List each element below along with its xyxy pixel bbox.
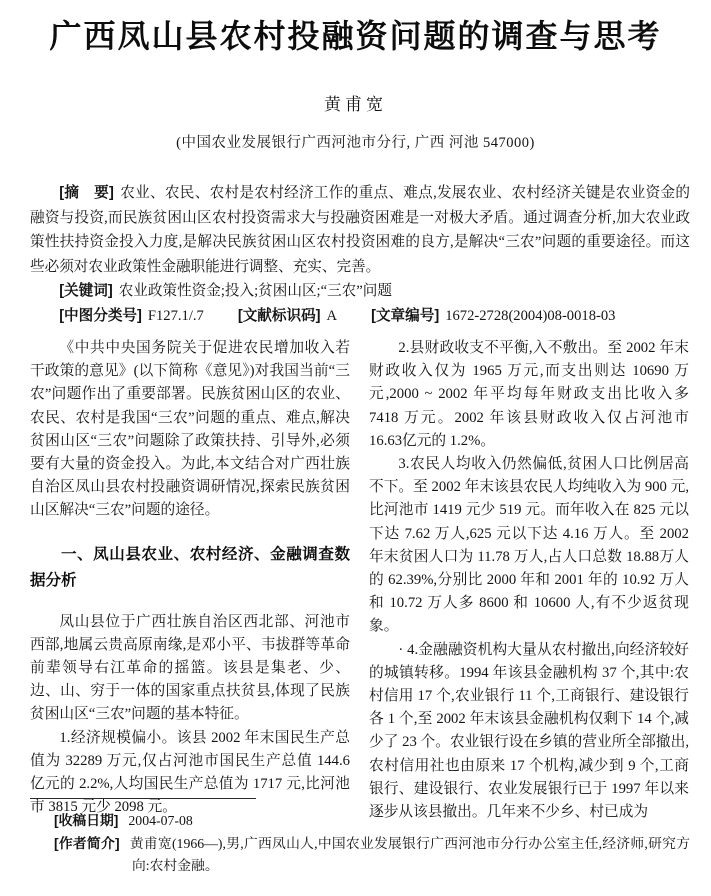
- county-overview-paragraph: 凤山县位于广西壮族自治区西北部、河池市西部,地属云贵高原南缘,是邓小平、韦拔群等革命前辈领导右江革命的摇篮。该县是集老、少、边、山、穷于一体的国家重点扶贫县,体现了民族贫困山区“三农”问题的基本特征。: [30, 613, 350, 723]
- author-name: 黄甫宽: [324, 95, 387, 114]
- received-date-value: 2004-07-08: [128, 813, 193, 828]
- abstract-paragraph: [30, 181, 690, 279]
- received-date-line: [30, 810, 690, 833]
- intro-paragraph: 《中共中央国务院关于促进农民增加收入若干政策的意见》(以下简称《意见》)对我国当前“三农”问题作出了重要部署。民族贫困山区的农业、农民、农村是我国“三农”问题的重点、难点,解决贫困山区“三农”问题除了政策扶持、引导外,必须要有大量的资金投入。为此,本文结合对广西壮族自治区凤山县农村投融资调研情况,探索民族贫困山区解决“三农”问题的途径。: [30, 340, 350, 519]
- section-1-heading: 一、凤山县农业、农村经济、金融调查数据分析: [30, 545, 350, 589]
- abstract-label: [摘 要]: [59, 185, 114, 201]
- clc-label: [中图分类号]: [59, 307, 142, 324]
- point-4-paragraph: · 4.金融融资机构大量从农村撤出,向经济较好的城镇转移。1994 年该县金融机构 37 个,其中:农村信用 17 个,农业银行 11 个,工商银行、建设银行各 1 个,至 2002 年末该县金融机构仅剩下 14 个,减少了 23 个。农业银行设在乡镇的营业所全部撤出,农村信用社也由原来 17 个机构,减少到 9 个,工商银行、建设银行、农业发展银行已于 1997 年以来逐步从该县撤出。几年来不少乡、村已成为: [369, 641, 689, 821]
- meta-block: [30, 181, 690, 328]
- abstract-text: 农业、农民、农村是农村经济工作的重点、难点,发展农业、农村经济关键是农业资金的融资与投资,而民族贫困山区农村投资需求大与投融资困难是一对极大矛盾。通过调查分析,加大农业政策性扶持资金投入力度,是解决民族贫困山区农村投资困难的良方,是解决“三农”问题的重要途径。而这些必须对农业政策性金融职能进行调整、充实、完善。: [30, 185, 690, 275]
- point-2-paragraph: 2.县财政收支不平衡,入不敷出。至 2002 年末财政收入仅为 1965 万元,而支出则达 10690 万元,2000 ~ 2002 年平均每年财政支出比收入多 7418 万元。2002 年该县财政收入仅占河池市 16.63亿元的 1.2%。: [369, 340, 689, 449]
- author-bio-text: 黄甫宽(1966—),男,广西凤山人,中国农业发展银行广西河池市分行办公室主任,经济师,研究方向:农村金融。: [129, 835, 690, 873]
- classification-line: [30, 304, 690, 329]
- keywords-text: 农业政策性资金;投入;贫困山区;“三农”问题: [118, 283, 392, 299]
- keywords-paragraph: [30, 279, 690, 304]
- article-id-value: 1672-2728(2004)08-0018-03: [445, 307, 616, 324]
- right-column: [369, 337, 689, 824]
- article-id-label: [文章编号]: [371, 307, 440, 324]
- doc-code-label: [文献标识码]: [237, 307, 321, 324]
- keywords-label: [关键词]: [59, 283, 113, 299]
- doc-code-item: [238, 308, 337, 324]
- clc-value: F127.1/.7: [147, 307, 204, 324]
- body-columns: [30, 337, 690, 824]
- footnote-block: [30, 798, 690, 878]
- paper-title: 广西凤山县农村投融资问题的调查与思考: [49, 18, 662, 54]
- left-column: [30, 337, 350, 824]
- received-date-label: [收稿日期]: [54, 813, 119, 828]
- article-id-item: [371, 308, 615, 324]
- point-1-paragraph: 1.经济规模偏小。该县 2002 年末国民生产总值为 32289 万元,仅占河池市国民生产总值 144.6 亿元的 2.2%,人均国民生产总值为 1717 元,比河池市 3815 元少 2098 元。: [30, 729, 350, 816]
- doc-code-value: A: [326, 307, 338, 324]
- author-affiliation: (中国农业发展银行广西河池市分行, 广西 河池 547000): [176, 135, 535, 151]
- point-3-paragraph: 3.农民人均收入仍然偏低,贫困人口比例居高不下。至 2002 年末该县农民人均纯收入为 900 元,比河池市 1419 元少 519 元。而年收入在 825 元以下达 7.62 万人,625 元以下达 4.16 万人。至 2002 年末贫困人口为 11.78 万人,占人口总数 18.88万人的 62.39%,分别比 2000 年和 2001 年的 10.92 万人和 10.72 万人多 8600 和 10600 人,有不少返贫现象。: [369, 456, 689, 635]
- author-bio-line: [30, 833, 690, 878]
- clc-item: [59, 308, 204, 324]
- footnote-divider: [30, 798, 256, 799]
- author-bio-label: [作者简介]: [54, 835, 120, 851]
